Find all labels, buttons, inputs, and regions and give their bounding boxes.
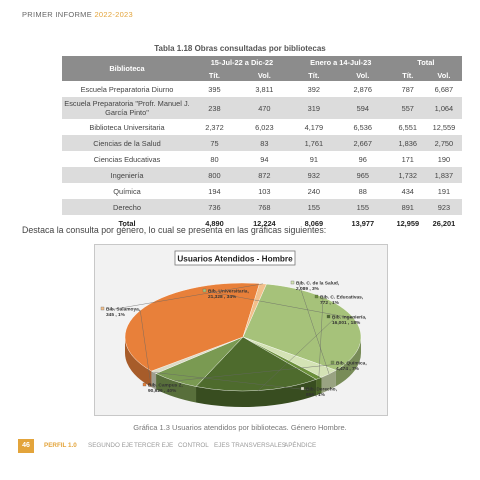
row-value-cell: 6,536: [353, 122, 373, 132]
row-value-cell: 1,836: [390, 135, 426, 151]
pie-label-marker: [327, 315, 330, 318]
header-biblioteca: Biblioteca: [62, 56, 192, 81]
row-value-cell: 83: [237, 135, 292, 151]
chart-title: Usuarios Atendidos - Hombre: [177, 254, 293, 264]
total-value-cell: 12,224: [253, 218, 276, 228]
row-value-cell: 891: [390, 199, 426, 215]
footer-link-control[interactable]: CONTROL: [178, 442, 209, 449]
row-value-cell: 6,551: [398, 122, 417, 132]
row-value-cell: 103: [258, 186, 271, 196]
row-library-name: Escuela Preparatoria "Profr. Manuel J. García Pinto": [62, 97, 192, 119]
row-value-cell: 1,064: [426, 97, 462, 119]
row-value-cell: 88: [358, 186, 367, 196]
row-value-cell: 240: [307, 186, 321, 196]
row-library-name: Ciencias Educativas: [93, 154, 161, 164]
row-value-cell: 194: [208, 186, 221, 196]
subheader-vol: Vol.: [426, 69, 462, 81]
pie-chart: [94, 244, 388, 416]
row-value-cell: 1,761: [292, 135, 336, 151]
row-value-cell: 2,667: [336, 135, 390, 151]
pie-label-marker: [101, 307, 104, 310]
report-header-label: PRIMER INFORME: [22, 10, 93, 19]
row-library-name: Ingeniería: [62, 167, 192, 183]
row-value-cell: 768: [237, 199, 292, 215]
pie-slice-label: Bib. Campus 2, 90,926 , 40%: [148, 383, 183, 394]
row-value-cell: 6,687: [434, 84, 454, 94]
table-row: [62, 183, 462, 199]
row-value-cell: 155: [292, 199, 336, 215]
row-value-cell: 395: [208, 84, 221, 94]
table-row: [62, 81, 462, 97]
row-value-cell: 3,811: [255, 84, 274, 94]
row-value-cell: 80: [210, 154, 219, 164]
row-value-cell: 800: [192, 167, 237, 183]
pie-slice-label: Bib. Universitaria, 21,328 , 34%: [208, 289, 249, 300]
row-value-cell: 470: [237, 97, 292, 119]
table-row: [62, 135, 462, 151]
library-consultations-table: [62, 56, 462, 231]
row-value-cell: 12,559: [432, 122, 456, 132]
report-header-year: 2022-2023: [94, 10, 134, 19]
footer-link-perfil[interactable]: PERFIL 1.0: [44, 442, 77, 449]
row-value-cell: 923: [426, 199, 462, 215]
total-value-cell: 8,069: [304, 218, 324, 228]
row-value-cell: 965: [336, 167, 390, 183]
row-value-cell: 594: [336, 97, 390, 119]
pie-label-marker: [291, 281, 294, 284]
table-row: [62, 167, 462, 183]
pie-slice-label: Bib. Ingeniería, 16,001 , 18%: [332, 315, 367, 326]
table-body: [62, 81, 462, 231]
row-library-name: Escuela Preparatoria Diurno: [80, 84, 174, 94]
pie-slice-label: Bib. C. de la Salud, 2,089 , 3%: [296, 281, 340, 292]
total-value-cell: 12,959: [396, 218, 420, 228]
row-value-cell: 2,750: [426, 135, 462, 151]
row-value-cell: 319: [292, 97, 336, 119]
page-number: 46: [18, 439, 34, 453]
row-value-cell: 392: [307, 84, 321, 94]
header-period-total: Total: [390, 56, 462, 69]
row-value-cell: 91: [309, 154, 318, 164]
pie-label-marker: [315, 295, 318, 298]
body-paragraph: Destaca la consulta por género, lo cual se presenta en las gráficas siguientes:: [22, 225, 327, 235]
report-header: [22, 10, 133, 19]
pie-slice-label: Bib. Salamoya, 345 , 1%: [106, 307, 141, 318]
chart-caption: Gráfica 1.3 Usuarios atendidos por bibliotecas. Género Hombre.: [133, 423, 347, 432]
row-value-cell: 787: [401, 84, 414, 94]
pie-label-marker: [301, 387, 304, 390]
row-value-cell: 171: [401, 154, 414, 164]
subheader-tit: Tít.: [192, 69, 237, 81]
footer-link-tercer-eje[interactable]: TERCER EJE: [134, 442, 174, 449]
row-value-cell: 191: [437, 186, 451, 196]
row-value-cell: 155: [336, 199, 390, 215]
table-row: [62, 97, 462, 119]
row-value-cell: 932: [292, 167, 336, 183]
subheader-tit: Tít.: [292, 69, 336, 81]
subheader-vol: Vol.: [237, 69, 292, 81]
row-value-cell: 434: [401, 186, 414, 196]
total-label: Total: [118, 218, 136, 228]
pie-chart-svg: [95, 245, 387, 415]
row-value-cell: 736: [192, 199, 237, 215]
row-value-cell: 1,837: [426, 167, 462, 183]
row-value-cell: 6,023: [255, 122, 274, 132]
header-period-2: Enero a 14-Jul-23: [292, 56, 390, 69]
pie-label-marker: [143, 383, 146, 386]
row-library-name: Derecho: [62, 199, 192, 215]
pie-label-marker: [203, 289, 206, 292]
row-value-cell: 557: [390, 97, 426, 119]
total-value-cell: 4,890: [205, 218, 224, 228]
table-row: [62, 151, 462, 167]
row-value-cell: 190: [437, 154, 451, 164]
pie-label-marker: [331, 361, 334, 364]
total-value-cell: 26,201: [432, 218, 456, 228]
row-library-name: Química: [113, 186, 141, 196]
pie-slice-label: Bib. C. Educativas, 772 , 1%: [320, 295, 364, 306]
footer-link-apendice[interactable]: APÉNDICE: [284, 442, 317, 449]
row-library-name: Ciencias de la Salud: [62, 135, 192, 151]
table-row: [62, 199, 462, 215]
row-value-cell: 75: [192, 135, 237, 151]
row-value-cell: 1,732: [390, 167, 426, 183]
header-period-1: 15-Jul-22 a Dic-22: [192, 56, 292, 69]
total-value-cell: 13,977: [351, 218, 375, 228]
footer-link-segundo-eje[interactable]: SEGUNDO EJE: [88, 442, 134, 449]
pie-slice-label: Bib. Derecho, 856 , 1%: [306, 387, 337, 398]
row-value-cell: 872: [237, 167, 292, 183]
row-value-cell: 96: [358, 154, 367, 164]
row-value-cell: 238: [192, 97, 237, 119]
footer-nav: [18, 439, 478, 453]
row-value-cell: 94: [260, 154, 269, 164]
footer-link-ejes-transversales[interactable]: EJES TRANSVERSALES: [214, 442, 286, 449]
row-value-cell: 4,179: [304, 122, 324, 132]
table-row: [62, 119, 462, 135]
row-value-cell: 2,876: [353, 84, 373, 94]
table-title: Tabla 1.18 Obras consultadas por bibliotecas: [154, 44, 326, 53]
subheader-tit: Tít.: [390, 69, 426, 81]
row-library-name: Biblioteca Universitaria: [89, 122, 165, 132]
pie-slice-label: Bib. Química, 4,474 , 7%: [336, 361, 367, 372]
row-value-cell: 2,372: [205, 122, 224, 132]
subheader-vol: Vol.: [336, 69, 390, 81]
